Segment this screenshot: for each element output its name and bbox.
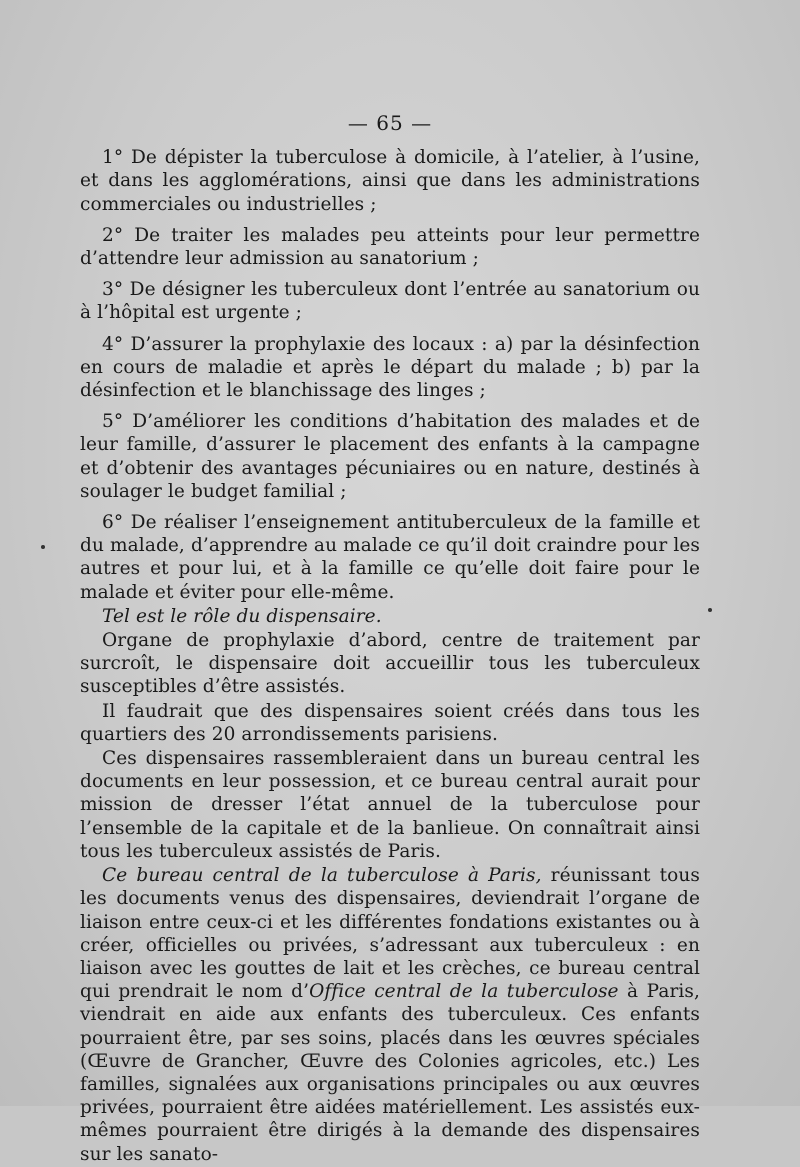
page-text [80,112,700,1167]
page-number: — 65 — [347,111,433,135]
paragraph-organe: Organe de prophylaxie d’abord, centre de traitement par surcroît, le dispensaire doit accueillir tous les tuberculeux susceptibles d’être assistés. [80,630,700,698]
role-heading: Tel est le rôle du dispensaire. [102,605,382,627]
office-central-title: Office central de la tuberculose [309,981,619,1003]
list-item-6: 6° De réaliser l’enseignement antituberculeux de la famille et du malade, d’apprendre au malade ce qu’il doit craindre pour les autres et pour lui, et à la famille ce qu’elle doit faire pour le malade et éviter pour elle-même. [80,512,700,603]
bureau-central-text-1: réunissant tous les documents venus des dispensaires, deviendrait l’organe de liaison entre ceux-ci et les différentes fondations existantes ou à créer, officielles ou privées, s’adressant aux tuberculeux : en liaison avec les gouttes de lait et les crèches, ce bureau central qui prendrait le nom d’ [80,865,700,1003]
list-item-1: 1° De dépister la tuberculose à domicile, à l’atelier, à l’usine, et dans les agglomérations, ainsi que dans les administrations commerciales ou industrielles ; [80,147,700,215]
bureau-central-title: Ce bureau central de la tuberculose à Paris, [102,865,542,887]
list-item-5: 5° D’améliorer les conditions d’habitation des malades et de leur famille, d’assurer le placement des enfants à la campagne et d’obtenir des avantages pécuniaires ou en nature, destinés à soulager le budget familial ; [80,411,700,502]
list-item-2: 2° De traiter les malades peu atteints pour leur permettre d’attendre leur admission au sanatorium ; [80,224,700,270]
speck-mark [41,545,45,549]
list-item-4: 4° D’assurer la prophylaxie des locaux : a) par la désinfection en cours de maladie et après le départ du malade ; b) par la désinfection et le blanchissage des linges ; [80,333,700,402]
paragraph-ces-dispensaires: Ces dispensaires rassembleraient dans un bureau central les documents en leur possession, et ce bureau central aurait pour mission de dresser l’état annuel de la tuberculose pour l’ensemble de la capitale et de la banlieue. On connaîtrait ainsi tous les tuberculeux assistés de Paris. [80,748,700,862]
paragraph-faudrait: Il faudrait que des dispensaires soient créés dans tous les quartiers des 20 arrondissements parisiens. [80,700,700,745]
list-item-3: 3° De désigner les tuberculeux dont l’entrée au sanatorium ou à l’hôpital est urgente ; [80,279,700,324]
bureau-central-text-2: à Paris, viendrait en aide aux enfants des tuberculeux. Ces enfants pourraient être, par ses soins, placés dans les œuvres spéciales (Œuvre de Grancher, Œuvre des Colonies agricoles, etc.) Les familles, signalées aux organisations principales ou aux œuvres privées, pourraient être aidées matériellement. Les assistés eux-mêmes pourraient être dirigés à la demande des dispensaires sur les sanato- [80,981,700,1165]
paragraph-bureau-central [80,864,700,1166]
speck-mark [708,608,712,612]
